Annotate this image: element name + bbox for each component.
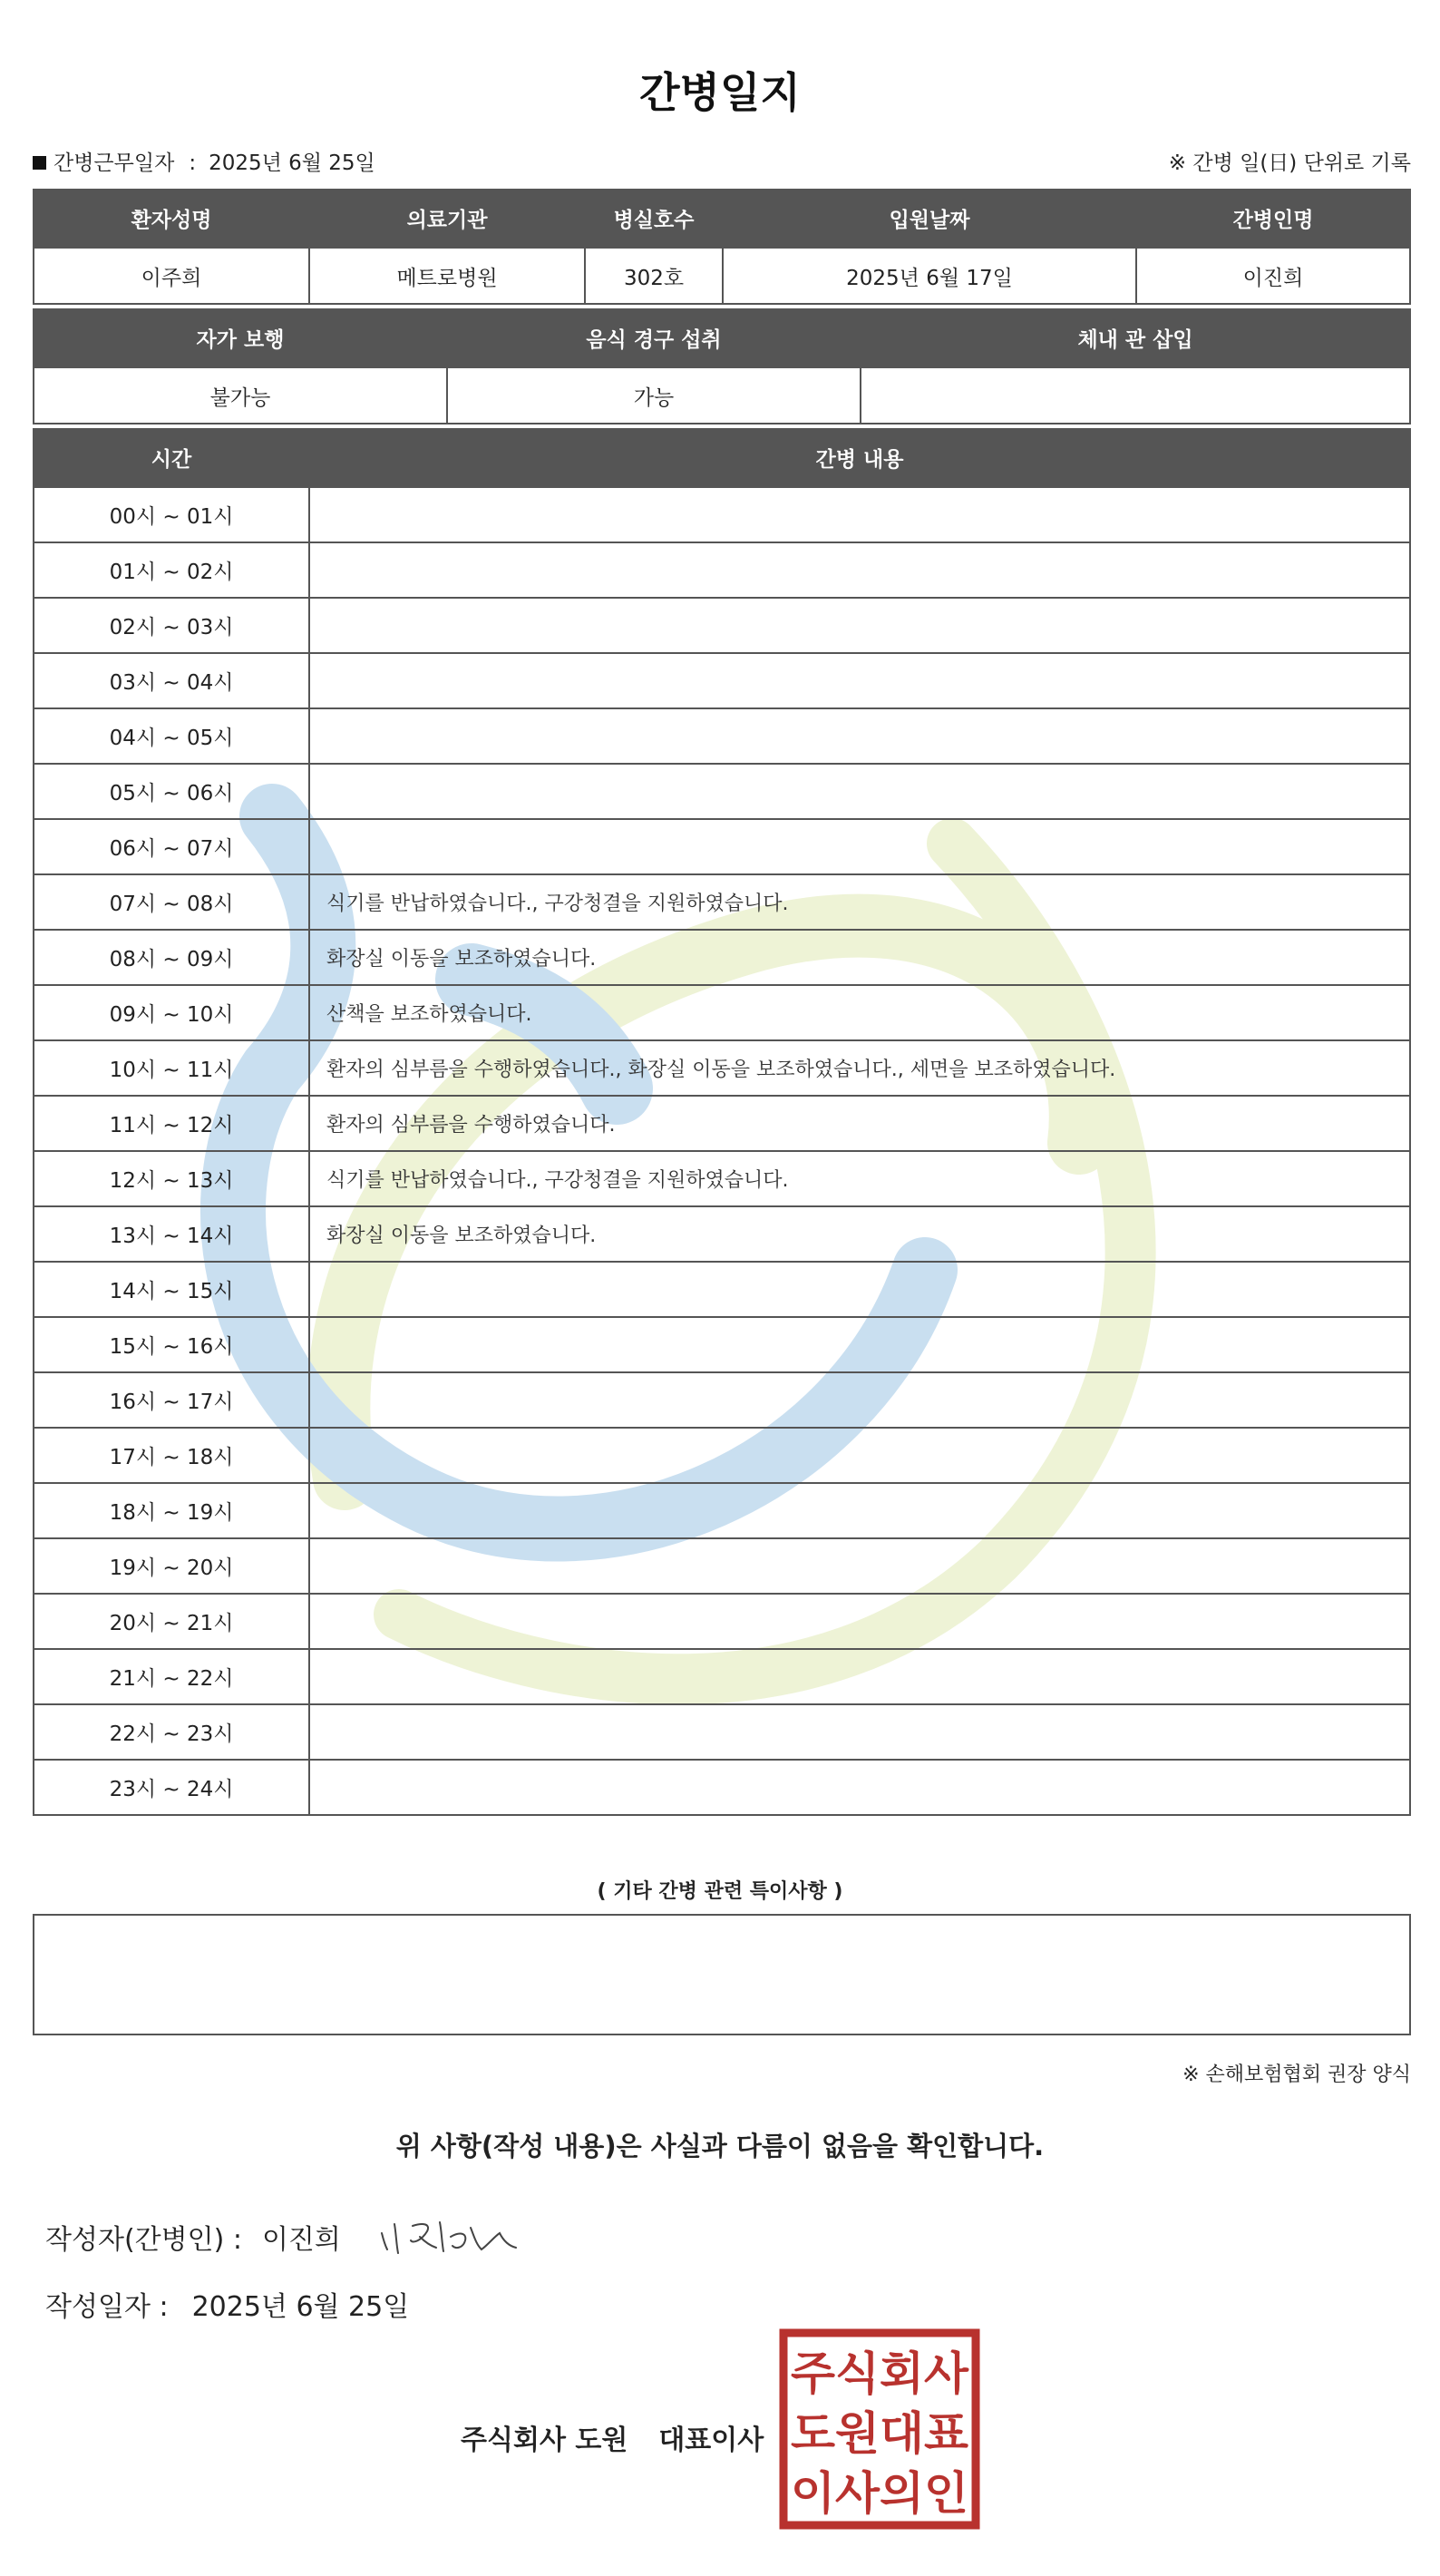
care-log-row	[34, 930, 1410, 985]
care-log-row	[34, 1262, 1410, 1317]
care-content-cell: 산책을 보조하였습니다.	[309, 985, 1410, 1040]
time-slot-cell: 11시 ~ 12시	[34, 1096, 309, 1151]
seal-text-line: 도원대표	[791, 2407, 969, 2460]
patient-status-table	[33, 308, 1411, 424]
company-name: 주식회사 도원	[461, 2425, 628, 2456]
time-slot-cell: 01시 ~ 02시	[34, 542, 309, 598]
care-content-cell	[309, 764, 1410, 819]
care-content-cell: 화장실 이동을 보조하였습니다.	[309, 1206, 1410, 1262]
care-content-cell	[309, 819, 1410, 874]
care-content-cell	[309, 1483, 1410, 1538]
status-value-row	[34, 367, 1410, 424]
care-log-row	[34, 874, 1410, 930]
header-oral-intake: 음식 경구 섭취	[447, 308, 861, 367]
writer-label: 작성자(간병인) :	[45, 2224, 242, 2256]
care-content-cell	[309, 1317, 1410, 1372]
oral-intake-cell: 가능	[447, 367, 861, 424]
care-log-row	[34, 1096, 1410, 1151]
time-slot-cell: 09시 ~ 10시	[34, 985, 309, 1040]
time-slot-cell: 14시 ~ 15시	[34, 1262, 309, 1317]
company-line	[461, 2417, 764, 2457]
care-content-cell: 식기를 반납하였습니다., 구강청결을 지원하였습니다.	[309, 874, 1410, 930]
header-tube-insertion: 체내 관 삽입	[861, 308, 1410, 367]
notes-box	[33, 1914, 1411, 2035]
care-log-row	[34, 1760, 1410, 1815]
time-slot-cell: 08시 ~ 09시	[34, 930, 309, 985]
writer-line	[45, 2217, 341, 2257]
time-slot-cell: 07시 ~ 08시	[34, 874, 309, 930]
care-log-row	[34, 985, 1410, 1040]
care-log-body	[34, 487, 1410, 1815]
header-room: 병실호수	[585, 189, 723, 248]
care-content-cell: 식기를 반납하였습니다., 구강청결을 지원하였습니다.	[309, 1151, 1410, 1206]
time-slot-cell: 05시 ~ 06시	[34, 764, 309, 819]
care-content-cell	[309, 1262, 1410, 1317]
care-log-header-row	[34, 428, 1410, 487]
care-content-cell	[309, 1372, 1410, 1428]
header-care-content: 간병 내용	[309, 428, 1410, 487]
care-log-row	[34, 1151, 1410, 1206]
hospital-cell: 메트로병원	[309, 248, 585, 304]
care-log-row	[34, 1649, 1410, 1704]
patient-info-table	[33, 189, 1411, 305]
confirmation-statement: 위 사항(작성 내용)은 사실과 다름이 없음을 확인합니다.	[395, 2131, 1045, 2161]
seal-text-line: 주식회사	[791, 2347, 969, 2400]
care-content-cell	[309, 542, 1410, 598]
bullet-square-icon	[33, 156, 46, 170]
care-log-row	[34, 1040, 1410, 1096]
care-content-cell: 환자의 심부름을 수행하였습니다.	[309, 1096, 1410, 1151]
care-content-cell: 환자의 심부름을 수행하였습니다., 화장실 이동을 보조하였습니다., 세면을 보조하였습니다.	[309, 1040, 1410, 1096]
duty-date-value: 2025년 6월 25일	[209, 151, 375, 175]
time-slot-cell: 23시 ~ 24시	[34, 1760, 309, 1815]
care-log-row	[34, 1483, 1410, 1538]
room-cell: 302호	[585, 248, 723, 304]
care-log-row	[34, 542, 1410, 598]
form-source-footnote: ※ 손해보험협회 권장 양식	[1182, 2064, 1411, 2086]
time-slot-cell: 02시 ~ 03시	[34, 598, 309, 653]
time-slot-cell: 18시 ~ 19시	[34, 1483, 309, 1538]
care-log-table	[33, 428, 1411, 1816]
time-slot-cell: 03시 ~ 04시	[34, 653, 309, 708]
care-log-row	[34, 708, 1410, 764]
patient-info-header-row	[34, 189, 1410, 248]
care-content-cell	[309, 1594, 1410, 1649]
duty-date-label: 간병근무일자	[54, 151, 175, 175]
care-content-cell	[309, 708, 1410, 764]
time-slot-cell: 00시 ~ 01시	[34, 487, 309, 542]
handwritten-signature	[376, 2213, 521, 2259]
patient-name-cell: 이주희	[34, 248, 309, 304]
writer-name: 이진희	[261, 2224, 341, 2256]
company-ceo-title: 대표이사	[658, 2425, 764, 2456]
header-admission-date: 입원날짜	[723, 189, 1136, 248]
care-log-row	[34, 1538, 1410, 1594]
care-content-cell	[309, 653, 1410, 708]
care-content-cell	[309, 1538, 1410, 1594]
care-log-row	[34, 487, 1410, 542]
duty-date	[33, 146, 375, 176]
time-slot-cell: 15시 ~ 16시	[34, 1317, 309, 1372]
time-slot-cell: 10시 ~ 11시	[34, 1040, 309, 1096]
care-log-row	[34, 1372, 1410, 1428]
time-slot-cell: 12시 ~ 13시	[34, 1151, 309, 1206]
care-log-row	[34, 1704, 1410, 1760]
duty-date-separator: :	[189, 151, 197, 175]
time-slot-cell: 20시 ~ 21시	[34, 1594, 309, 1649]
care-log-row	[34, 598, 1410, 653]
self-walking-cell: 불가능	[34, 367, 447, 424]
time-slot-cell: 04시 ~ 05시	[34, 708, 309, 764]
care-content-cell	[309, 487, 1410, 542]
time-slot-cell: 21시 ~ 22시	[34, 1649, 309, 1704]
care-log-row	[34, 1317, 1410, 1372]
care-log-row	[34, 764, 1410, 819]
status-header-row	[34, 308, 1410, 367]
care-content-cell	[309, 1428, 1410, 1483]
header-time: 시간	[34, 428, 309, 487]
written-date-label: 작성일자 :	[45, 2291, 169, 2323]
header-patient-name: 환자성명	[34, 189, 309, 248]
company-seal-stamp	[778, 2327, 981, 2531]
notes-label: ( 기타 간병 관련 특이사항 )	[597, 1880, 843, 1903]
record-unit-note: ※ 간병 일(日) 단위로 기록	[1168, 151, 1411, 175]
time-slot-cell: 19시 ~ 20시	[34, 1538, 309, 1594]
written-date-line	[45, 2284, 409, 2324]
care-content-cell: 화장실 이동을 보조하였습니다.	[309, 930, 1410, 985]
time-slot-cell: 22시 ~ 23시	[34, 1704, 309, 1760]
header-self-walking: 자가 보행	[34, 308, 447, 367]
time-slot-cell: 06시 ~ 07시	[34, 819, 309, 874]
care-log-row	[34, 653, 1410, 708]
admission-date-cell: 2025년 6월 17일	[723, 248, 1136, 304]
care-log-row	[34, 1594, 1410, 1649]
time-slot-cell: 17시 ~ 18시	[34, 1428, 309, 1483]
care-content-cell	[309, 598, 1410, 653]
time-slot-cell: 16시 ~ 17시	[34, 1372, 309, 1428]
tube-insertion-cell	[861, 367, 1410, 424]
care-content-cell	[309, 1649, 1410, 1704]
written-date-value: 2025년 6월 25일	[191, 2291, 410, 2323]
care-log-row	[34, 1428, 1410, 1483]
care-log-row	[34, 1206, 1410, 1262]
care-content-cell	[309, 1704, 1410, 1760]
header-hospital: 의료기관	[309, 189, 585, 248]
document-title: 간병일지	[639, 68, 801, 117]
caregiver-name-cell: 이진희	[1136, 248, 1410, 304]
header-caregiver-name: 간병인명	[1136, 189, 1410, 248]
seal-text-line: 이사의인	[791, 2467, 968, 2520]
care-log-row	[34, 819, 1410, 874]
patient-info-value-row	[34, 248, 1410, 304]
care-content-cell	[309, 1760, 1410, 1815]
time-slot-cell: 13시 ~ 14시	[34, 1206, 309, 1262]
